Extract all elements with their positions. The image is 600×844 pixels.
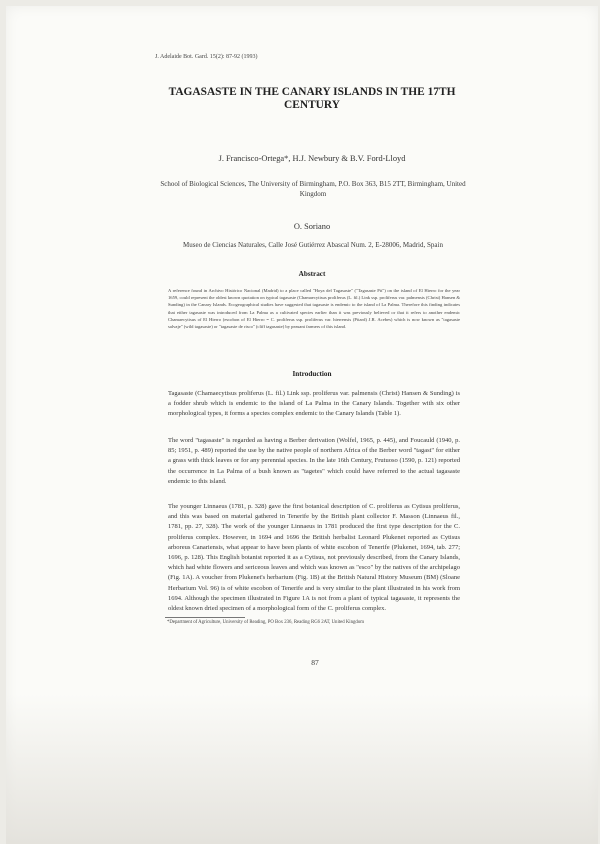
introduction-heading: Introduction: [292, 370, 332, 378]
journal-reference: J. Adelaide Bot. Gard. 15(2): 87-92 (1993): [155, 54, 258, 60]
footnote-divider: [165, 617, 245, 618]
introduction-paragraph-3: The younger Linnaeus (1781, p. 328) gave the first botanical description of C. proliferus as Cytisus proliferus, and this was based on material gathered in Tenerife by the British plant collector F. Masson (Linnaeus fil., 1781, pp. 27, 328). The work of the younger Linnaeus in 1781 produced the first type description for the C. proliferus complex. However, in 1694 and 1696 the British herbalist Leonard Plukenet reported as Cytisus arboreus Canariensis, what appear to have been plants of white escobon of Tenerife (Plukenet, 1694, tab. 277; 1696, p. 128). This English botanist reported it as a Cytisus, not previously described, from the Canary Islands, which had white flowers and sericeous leaves and which was known as "esco" by the natives of the archipelago (Fig. 1A). A voucher from Plukenet's herbarium (Fig. 1B) at the British Natural History Museum (BM) (Sloane Herbarium Vol. 96) is of white escobon of Tenerife and is very similar to the plant illustrated in his work from 1694. Although the specimen illustrated in Figure 1A is not from a plant of typical tagasaste, it represents the oldest known dried specimen of a morphological form of the C. proliferus complex.: [168, 503, 460, 613]
article-title: TAGASASTE IN THE CANARY ISLANDS IN THE 17TH CENTURY: [168, 86, 456, 111]
abstract-heading: Abstract: [298, 270, 326, 278]
affiliation-madrid: Museo de Ciencias Naturales, Calle José Gutiérrez Abascal Num. 2, E-28006, Madrid, Spain: [183, 241, 443, 249]
author-list: J. Francisco-Ortega*, H.J. Newbury & B.V. Ford-Lloyd: [218, 154, 406, 163]
abstract-text: A reference found in Archivo Histórico Nacional (Madrid) to a place called "Hoya del Tagasaste" ("Tagasaste Pit") on the island of El Hierro for the year 1659, could represent the oldest known quotation on typical tagasaste (Chamaecytisus proliferus (L. fil.) Link ssp. proliferus var. palmensis (Christ) Hansen & Sunding) in the Canary Islands. Ecogeographical studies have suggested that tagasaste is endemic to the island of La Palma. Therefore this finding indicates that either tagasaste was introduced from La Palma as a cultivated species earlier than it was previously believed or that it refers to another endemic Chamaecytisus of El Hierro (escobon of El Hierro = C. proliferus ssp. proliferus var. hierrensis (Pitard) J.R. Acebes) which is now known as "tagasaste salvaje" (wild tagasaste) or "tagasaste de risco" (cliff tagasaste) by peasant farmers of this island.: [168, 288, 460, 330]
page-number: 87: [311, 658, 319, 667]
introduction-paragraph-2: The word "tagasaste" is regarded as having a Berber derivation (Wolfel, 1965, p. 445), and Foucauld (1940, p. 85; 1951, p. 489) reported the use by the native people of northern Africa of the Berber word "tagast" for either a grass with thick leaves or for any perennial species. In the late 16th Century, Frutuoso (1590, p. 121) reported the occurrence in La Palma of a bush known as "tagetes" which could have referred to the actual tagasaste endemic to this island.: [168, 437, 460, 485]
affiliation-birmingham: School of Biological Sciences, The University of Birmingham, P.O. Box 363, B15 2TT, Birmingham, United Kingdom: [160, 180, 466, 198]
footnote: *Department of Agriculture, University of Reading, PO Box 236, Reading RG6 2AT, United Kingdom: [167, 620, 364, 625]
second-author: O. Soriano: [293, 222, 331, 231]
introduction-paragraph-1: Tagasaste (Chamaecytisus proliferus (L. fil.) Link ssp. proliferus var. palmensis (Christ) Hansen & Sunding) is a fodder shrub which is endemic to the island of La Palma in the Canary Islands. Together with six other morphological types, it forms a species complex endemic to the Canary Islands (Table 1).: [168, 390, 460, 418]
